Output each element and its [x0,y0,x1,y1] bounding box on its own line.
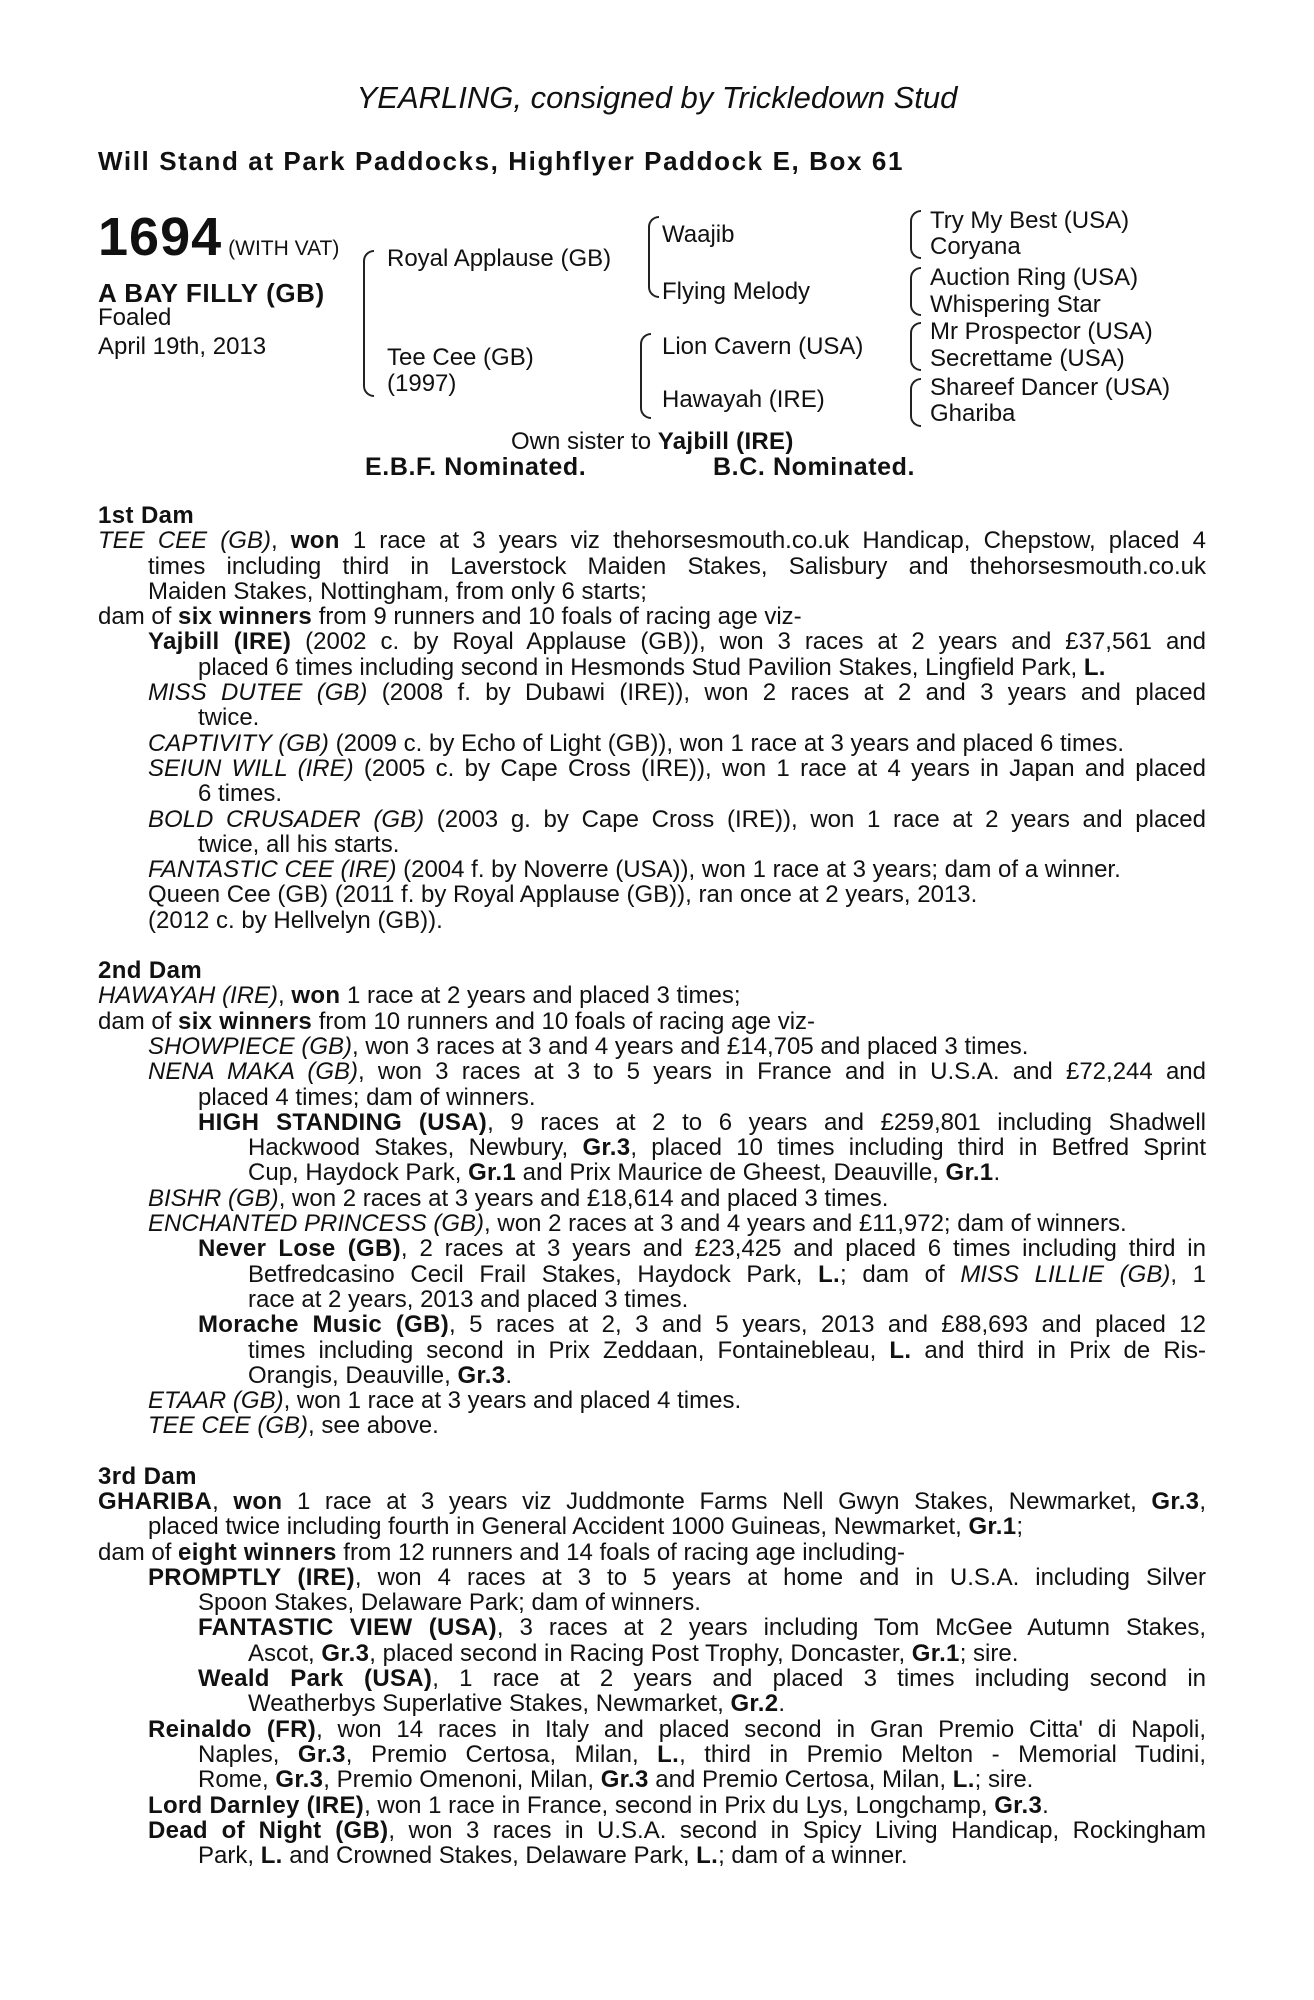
record-text: , won 1 race at 3 years and placed 4 times. [283,1387,742,1415]
record-text: placed 6 times including second in Hesmonds Stud Pavilion Stakes, Lingfield Park, [198,653,1084,681]
record-text: (2008 f. by Dubawi (IRE)), won 2 races at 2 and 3 years and placed [367,680,1206,706]
record-text: L. [657,1741,680,1768]
record-text: , won 1 race in France, second in Prix du Lys, Longchamp, [364,1791,995,1819]
record-text: FANTASTIC VIEW (USA) [198,1615,497,1641]
record-text: Gr.3 [600,1766,649,1794]
record-text: Gr.1 [911,1639,960,1667]
pedigree-brace-g3 [910,322,921,371]
record-line [98,1489,1206,1514]
record-line [98,1009,1206,1034]
pedigree-ggsire-2: Auction Ring (USA) [930,264,1139,291]
record-text: L. [952,1766,975,1794]
record-text: won [290,528,340,554]
record-text: L. [260,1842,283,1870]
record-text: Yajbill (IRE) [148,629,292,655]
record-text: Gr.1 [468,1159,516,1187]
record-text: Maiden Stakes, Nottingham, from only 6 starts; [148,577,647,605]
record-text: ETAAR (GB) [148,1387,284,1415]
section-gap [98,933,1206,958]
record-text: , 2 races at 3 years and £23,425 and placed 6 times including third in [400,1236,1206,1262]
record-text: (2004 f. by Noverre (USA)), won 1 race at 3 years; dam of a winner. [396,856,1121,884]
record-text: Spoon Stakes, Delaware Park; dam of winners. [198,1589,701,1617]
own-sister-note [511,428,794,456]
record-line [98,1590,1206,1615]
record-text: TEE CEE (GB) [148,1412,309,1440]
record-text: times including second in Prix Zeddaan, Fontainebleau, [248,1337,890,1363]
pedigree-ggdam-4: Ghariba [930,400,1016,427]
pedigree-dam-year: (1997) [387,370,457,397]
record-line [98,908,1206,933]
vat-note: (WITH VAT) [228,237,340,260]
pedigree-brace-g2 [910,267,921,316]
record-text: (2005 c. by Cape Cross (IRE)), won 1 race at 4 years in Japan and placed [353,755,1206,782]
record-text: Gr.3 [275,1766,324,1794]
record-line [98,554,1206,579]
record-text: NENA MAKA (GB) [148,1059,359,1085]
pedigree-sire-sire: Waajib [662,221,735,248]
record-line [98,1338,1206,1363]
pedigree-dam-sire: Lion Cavern (USA) [662,333,864,360]
record-text: (2002 c. by Royal Applause (GB)), won 3 races at 2 years and £37,561 and [291,629,1206,655]
pedigree-ggdam-2: Whispering Star [930,291,1101,318]
record-text: , [212,1488,234,1515]
record-text: and Premio Certosa, Milan, [648,1766,953,1794]
record-text: HAWAYAH (IRE) [98,982,279,1010]
record-text: , Premio Certosa, Milan, [345,1741,658,1768]
record-text: Gr.1 [945,1159,994,1187]
record-line [98,1793,1206,1818]
record-line [98,1514,1206,1539]
record-text: Gr.2 [730,1690,779,1718]
record-line [98,983,1206,1008]
section-heading: 2nd Dam [98,957,203,985]
record-line [98,1615,1206,1640]
record-text: ; dam of [840,1261,961,1287]
record-line [98,1059,1206,1084]
record-text: six winners [178,1007,313,1035]
record-text: MISS DUTEE (GB) [148,680,368,706]
record-line [98,629,1206,654]
record-line [98,1843,1206,1868]
record-line [98,857,1206,882]
record-line [98,655,1206,680]
record-text: , 1 race at 2 years and placed 3 times including second in [432,1666,1206,1692]
record-text: SEIUN WILL (IRE) [148,755,354,782]
record-line [98,1363,1206,1388]
record-text: dam of [98,1538,179,1566]
record-text: , won 3 races at 3 to 5 years in France and in U.S.A. and £72,244 and [358,1059,1206,1085]
record-text: dam of [98,1007,179,1035]
record-line [98,781,1206,806]
stall-location: Will Stand at Park Paddocks, Highflyer Paddock E, Box 61 [98,146,905,176]
record-line [98,1666,1206,1691]
record-line [98,807,1206,832]
record-text: Naples, [198,1741,298,1768]
record-text: from 10 runners and 10 foals of racing age viz- [312,1007,816,1035]
record-text: Orangis, Deauville, [248,1361,458,1389]
record-line [98,1085,1206,1110]
pedigree-ggdam-1: Coryana [930,233,1021,260]
record-text: twice. [198,704,260,732]
record-text: placed 4 times; dam of winners. [198,1083,536,1111]
pedigree-ggsire-4: Shareef Dancer (USA) [930,374,1171,401]
record-text: , 5 races at 2, 3 and 5 years, 2013 and £88,693 and placed 12 [449,1312,1206,1338]
section-gap [98,1439,1206,1464]
record-text: Gr.3 [1151,1488,1200,1515]
record-line [98,1186,1206,1211]
record-line [98,1388,1206,1413]
record-text: GHARIBA [98,1488,213,1515]
record-text: Ascot, [248,1639,322,1667]
own-sister-name: Yajbill (IRE) [657,428,794,455]
pedigree-ggsire-1: Try My Best (USA) [930,207,1130,234]
record-text: . [778,1690,786,1718]
record-text: , won 2 races at 3 years and £18,614 and placed 3 times. [278,1184,889,1212]
record-text: Reinaldo (FR) [148,1716,317,1742]
record-text: L. [818,1261,841,1287]
record-line [98,756,1206,781]
record-text: Lord Darnley (IRE) [148,1791,365,1819]
bc-nominated: B.C. Nominated. [713,453,916,481]
record-text: PROMPTLY (IRE) [148,1564,355,1591]
record-text: , 9 races at 2 to 6 years and £259,801 including Shadwell [487,1109,1206,1136]
record-text: (2003 g. by Cape Cross (IRE)), won 1 race at 2 years and placed [424,806,1206,832]
record-text: six winners [178,603,313,631]
record-text: Gr.1 [968,1513,1017,1541]
record-line [98,1034,1206,1059]
record-line [98,1236,1206,1261]
lot-number: 1694 [98,207,223,267]
record-text: HIGH STANDING (USA) [198,1109,488,1136]
record-text: ; sire. [974,1766,1034,1794]
record-text: . [1042,1791,1049,1819]
record-text: times including third in Laverstock Maiden Stakes, Salisbury and thehorsesmouth.co.uk [148,553,1206,579]
record-line [98,1742,1206,1767]
record-text: won [291,982,341,1010]
record-text: L. [696,1842,719,1870]
record-text: , 3 races at 2 years including Tom McGee Autumn Stakes, [496,1615,1206,1641]
record-line [98,1691,1206,1716]
record-text: 6 times. [198,780,283,808]
record-text: , Premio Omenoni, Milan, [323,1766,601,1794]
record-text: , placed 10 times including third in Betfred Sprint [630,1135,1206,1161]
record-text: , won 2 races at 3 and 4 years and £11,972; dam of winners. [484,1210,1127,1238]
record-text: from 12 runners and 14 foals of racing age including- [336,1538,905,1566]
record-text: Morache Music (GB) [198,1312,450,1338]
record-text: ; [1016,1513,1024,1541]
record-text: Cup, Haydock Park, [248,1159,469,1187]
pedigree-ggdam-3: Secrettame (USA) [930,345,1125,372]
record-line [98,1565,1206,1590]
record-line [98,1110,1206,1135]
record-line [98,1312,1206,1337]
record-text: , won 14 races in Italy and placed second in Gran Premio Citta' di Napoli, [316,1716,1206,1742]
record-line [98,1641,1206,1666]
page-title: YEARLING, consigned by Trickledown Stud [356,80,958,115]
record-text: , won 3 races in U.S.A. second in Spicy Living Handicap, Rockingham [388,1817,1206,1844]
record-text: , placed second in Racing Post Trophy, Doncaster, [369,1639,912,1667]
record-text: eight winners [178,1538,337,1566]
record-text: and Prix Maurice de Gheest, Deauville, [516,1159,946,1187]
record-text: from 9 runners and 10 foals of racing age viz- [312,603,802,631]
record-text: won [233,1488,283,1515]
record-line [98,1160,1206,1185]
record-text: dam of [98,603,179,631]
record-text: Gr.3 [457,1361,506,1389]
record-line [98,832,1206,857]
record-text: , see above. [308,1412,439,1440]
own-sister-prefix: Own sister to [511,428,658,455]
record-text: MISS LILLIE (GB) [960,1261,1171,1287]
record-text: ENCHANTED PRINCESS (GB) [148,1210,485,1238]
section-heading: 1st Dam [98,502,195,529]
pedigree-brace-dam [640,333,651,419]
pedigree-dam: Tee Cee (GB) [387,344,534,371]
record-text: ; dam of a winner. [718,1842,908,1870]
record-text: Weatherbys Superlative Stakes, Newmarket, [248,1690,731,1718]
record-text: , [270,528,291,554]
dam-family-record [98,503,1206,1868]
record-line [98,1211,1206,1236]
record-line [98,1287,1206,1312]
record-line [98,1540,1206,1565]
record-text: . [993,1159,1001,1187]
pedigree-dam-dam: Hawayah (IRE) [662,386,825,413]
pedigree-brace-g4 [910,378,921,427]
record-text: Never Lose (GB) [198,1236,401,1262]
record-line [98,882,1206,907]
record-text: 1 race at 2 years and placed 3 times; [340,982,741,1010]
lot-number-block [98,206,339,268]
record-line [98,1413,1206,1438]
record-text: FANTASTIC CEE (IRE) [148,856,397,884]
record-text: SHOWPIECE (GB) [148,1032,353,1060]
ebf-nominated: E.B.F. Nominated. [365,453,587,481]
record-text: Gr.3 [321,1639,370,1667]
record-text: , [278,982,292,1010]
record-text: Betfredcasino Cecil Frail Stakes, Haydock Park, [248,1261,819,1287]
record-text: Park, [198,1842,261,1870]
record-text: ; sire. [959,1639,1019,1667]
record-text: (2012 c. by Hellvelyn (GB)). [148,906,443,934]
record-line [98,604,1206,629]
record-text: Gr.3 [994,1791,1043,1819]
record-text: , third in Premio Melton - Memorial Tudini, [679,1741,1206,1768]
record-text: 1 race at 3 years viz Juddmonte Farms Nell Gwyn Stakes, Newmarket, [282,1488,1152,1515]
record-text: and Crowned Stakes, Delaware Park, [282,1842,697,1870]
record-text: CAPTIVITY (GB) [148,729,329,757]
foaled-label: Foaled [98,304,172,331]
record-line [98,1262,1206,1287]
record-text: Rome, [198,1766,276,1794]
record-text: and third in Prix de Ris- [911,1337,1206,1363]
record-text: , won 4 races at 3 to 5 years at home and in U.S.A. including Silver [354,1564,1206,1591]
record-text: . [505,1361,513,1389]
record-text: BISHR (GB) [148,1184,279,1212]
horse-description: A BAY FILLY (GB) [98,278,325,308]
record-text: BOLD CRUSADER (GB) [148,806,425,832]
pedigree-sire-dam: Flying Melody [662,278,811,305]
record-line [98,1818,1206,1843]
record-text: placed twice including fourth in General Accident 1000 Guineas, Newmarket, [148,1513,969,1541]
pedigree-sire: Royal Applause (GB) [387,245,612,272]
pedigree-brace-g1 [910,210,921,259]
record-text: Queen Cee (GB) (2011 f. by Royal Applause (GB)), ran once at 2 years, 2013. [148,881,978,909]
record-line [98,731,1206,756]
record-line [98,705,1206,730]
record-text: 1 race at 3 years viz thehorsesmouth.co.uk Handicap, Chepstow, placed 4 [339,528,1206,554]
record-line [98,1717,1206,1742]
record-text: , [1199,1488,1206,1515]
record-text: L. [889,1337,912,1363]
record-text: (2009 c. by Echo of Light (GB)), won 1 race at 3 years and placed 6 times. [328,729,1124,757]
pedigree-brace-sire [648,216,659,298]
record-text: race at 2 years, 2013 and placed 3 times. [248,1285,689,1313]
section-heading: 3rd Dam [98,1462,197,1490]
record-line [98,1135,1206,1160]
record-line [98,528,1206,553]
record-text: Dead of Night (GB) [148,1817,389,1844]
record-text: , 1 [1170,1261,1206,1287]
record-text: TEE CEE (GB) [98,528,271,554]
record-line [98,1767,1206,1792]
record-text: L. [1083,653,1106,681]
record-text: Hackwood Stakes, Newbury, [248,1135,583,1161]
record-line [98,680,1206,705]
pedigree-ggsire-3: Mr Prospector (USA) [930,318,1153,345]
record-text: Weald Park (USA) [198,1666,433,1692]
record-text: Gr.3 [582,1135,631,1161]
record-line [98,579,1206,604]
foaled-date: April 19th, 2013 [98,333,267,360]
record-text: , won 3 races at 3 and 4 years and £14,705 and placed 3 times. [352,1032,1029,1060]
record-text: twice, all his starts. [198,830,400,858]
record-text: Gr.3 [297,1741,346,1768]
pedigree-brace-gen1 [363,250,374,397]
